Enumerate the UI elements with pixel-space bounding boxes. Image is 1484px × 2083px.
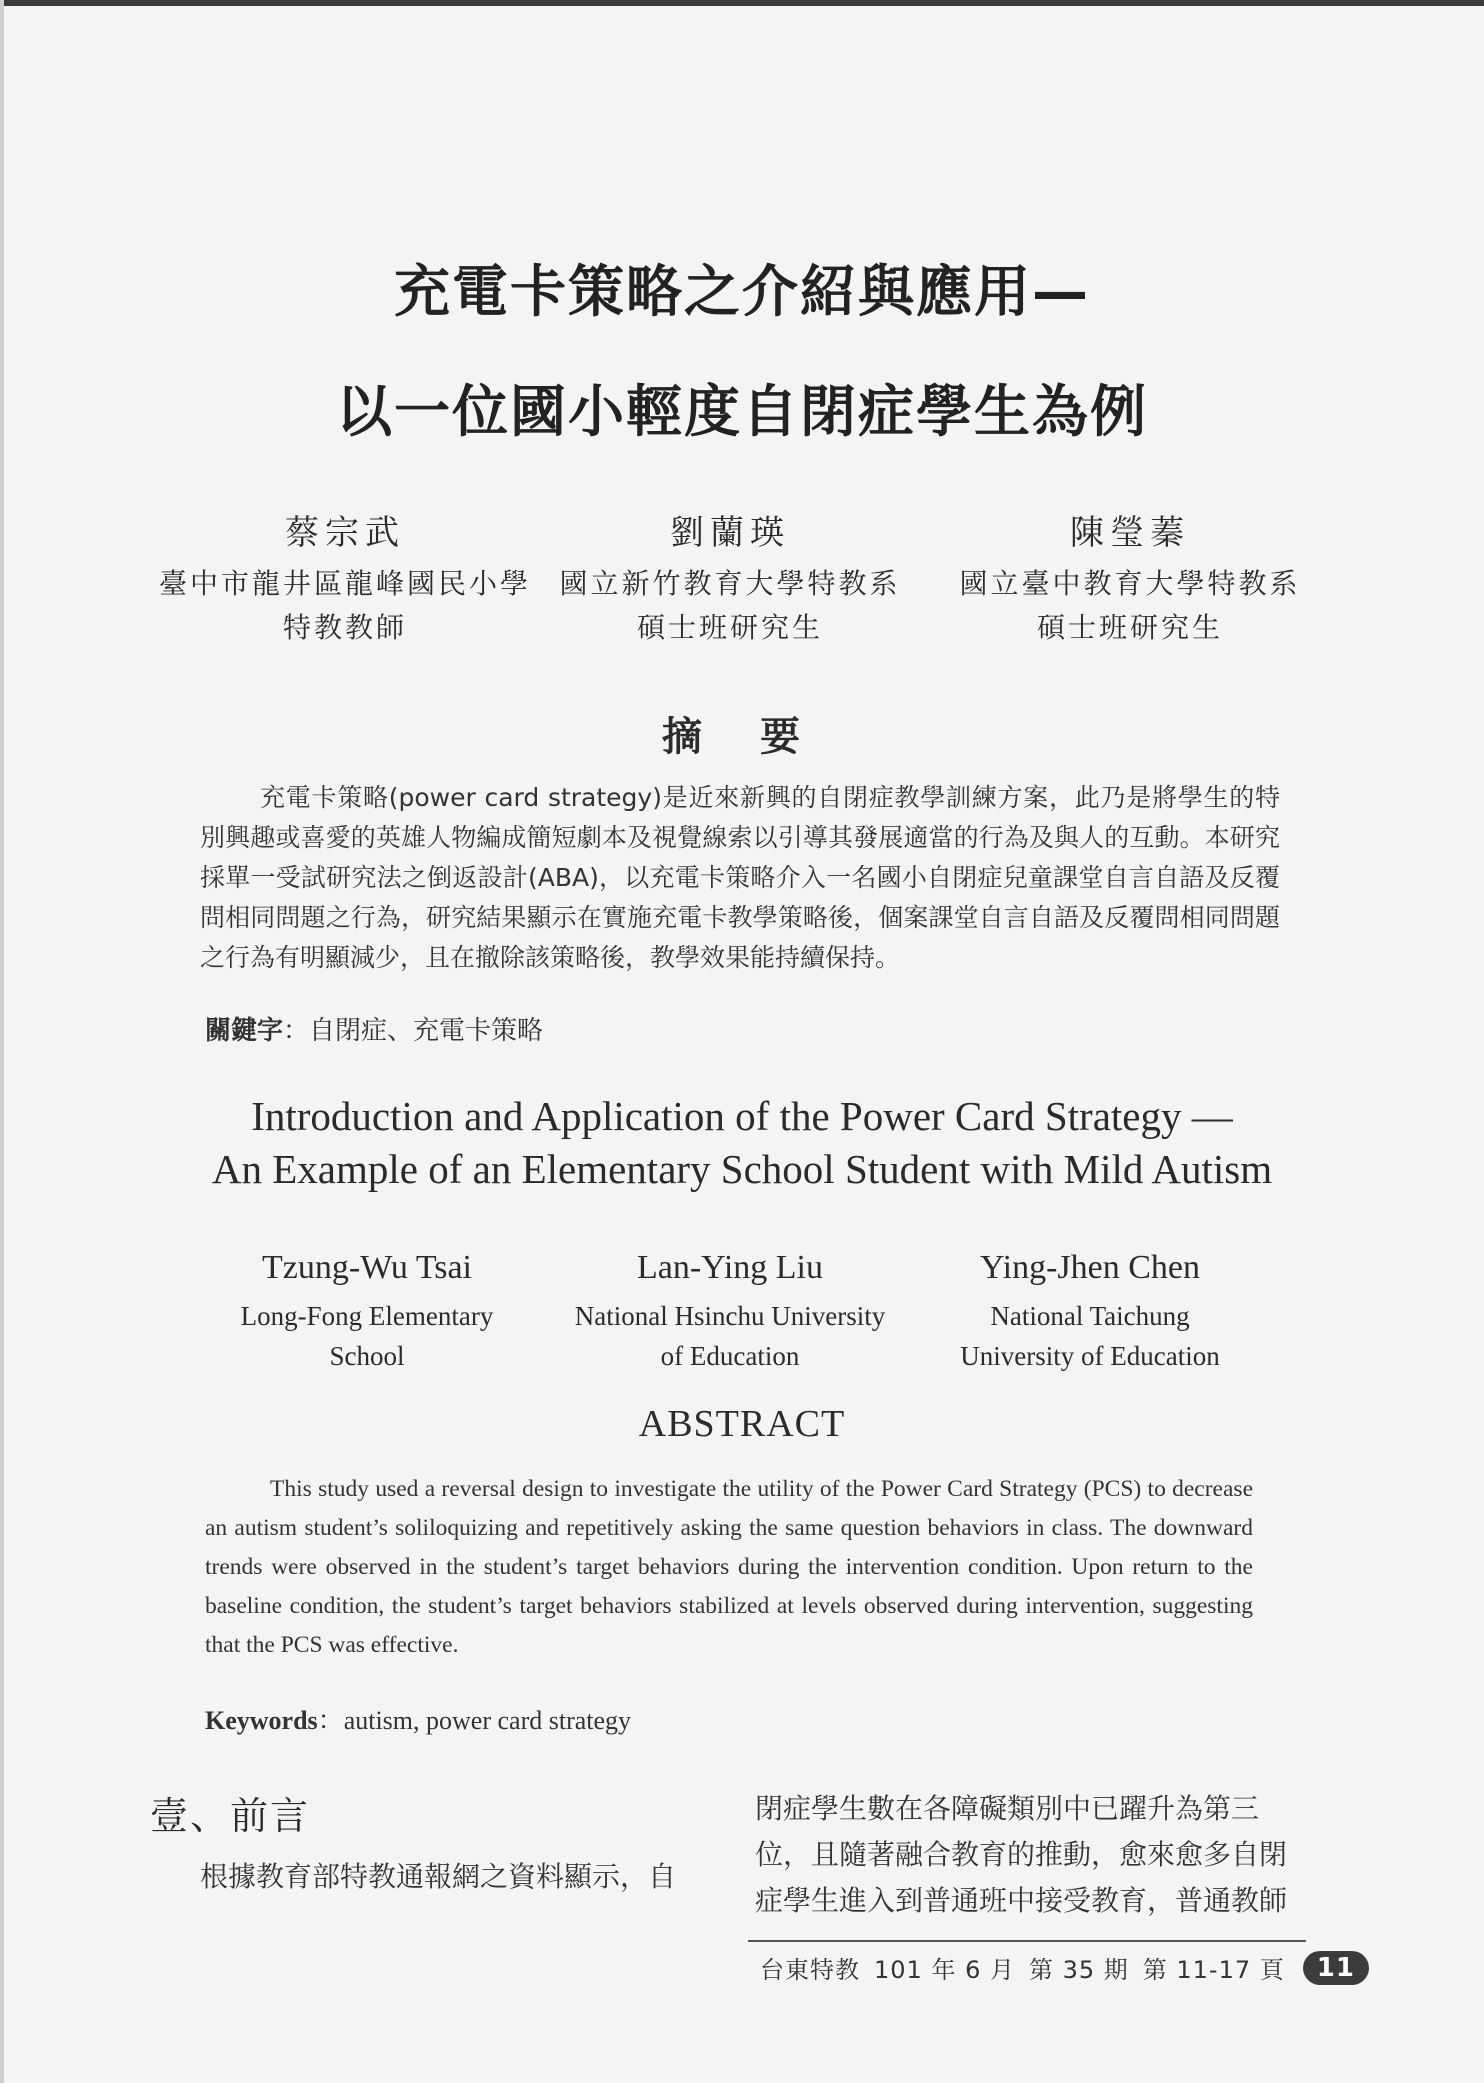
author-zh-affiliation: 臺中市龍井區龍峰國民小學 [158,567,531,600]
author-en-affiliation: Long-Fong Elementary School [240,1301,494,1371]
author-zh-role: 碩士班研究生 [636,611,823,644]
author-en-name: Ying-Jhen Chen [979,1249,1201,1286]
abstract-zh-text: 充電卡策略(power card strategy)是近來新興的自閉症教學訓練方案，此乃是將學生的特別興趣或喜愛的英雄人物編成簡短劇本及視覺線索以引導其發展適當的行為及與人的互動。本研究採單一受試研究法之倒返設計(ABA)，以充電卡策略介入一名國小自閉症兒童課堂自言自語及反覆問相同問題之行為，研究結果顯示在實施充電卡教學策略後，個案課堂自言自語及反覆問相同問題之行為有明顯減少，且在撤除該策略後，教學效果能持續保持。 [200,783,1280,972]
author-en-name: Tzung-Wu Tsai [262,1249,472,1286]
author-zh-1 [135,505,555,650]
footer-rule [748,1940,1306,1942]
section-1-right-column [755,1786,1313,1924]
author-zh-role: 特教教師 [282,611,407,644]
author-en-affiliation: National Hsinchu University of Education [574,1301,886,1371]
title-zh-line1: 充電卡策略之介紹與應用— [394,260,1090,325]
keywords-zh-values: 自閉症、充電卡策略 [309,1016,544,1046]
author-zh-3 [920,505,1340,650]
author-en-name: Lan-Ying Liu [636,1249,824,1286]
footer-issue: 第 35 期 [1028,1956,1129,1984]
keywords-zh-sep: ： [283,1016,310,1046]
section-1-heading: 壹、前言 [150,1794,311,1838]
keywords-zh-label: 關鍵字 [205,1016,284,1046]
title-zh-line2: 以一位國小輕度自閉症學生為例 [336,380,1148,445]
author-en-affiliation: National Taichung University of Education [960,1301,1220,1371]
author-zh-name: 劉蘭瑛 [670,513,790,553]
author-zh-2 [520,505,940,650]
author-en-1 [177,1248,557,1376]
abstract-en-text: This study used a reversal design to investigate the utility of the Power Card Strategy (PCS) to decrease an autism student’s soliloquizing and repetitively asking the same question behaviors in class. The downward trends were observed in the student’s target behaviors during the intervention condition. Upon return to the baseline condition, the student’s target behaviors stabilized at levels observed during intervention, suggesting that the PCS was effective. [205,1476,1253,1658]
keywords-en-label: Keywords [205,1706,318,1735]
title-en-line1: Introduction and Application of the Power Card Strategy — [251,1093,1233,1139]
keywords-en-sep: ： [317,1706,344,1735]
footer-date: 101 年 6 月 [874,1956,1015,1984]
author-en-3 [900,1248,1280,1376]
body-line: 位，且隨著融合教育的推動，愈來愈多自閉 [755,1838,1288,1871]
abstract-zh-heading: 摘 要 [662,714,822,760]
top-rule [0,0,1484,6]
body-line: 閉症學生數在各障礙類別中已躍升為第三 [755,1792,1260,1825]
author-zh-affiliation: 國立臺中教育大學特教系 [959,567,1301,600]
page-number-badge: 11 [1303,1951,1369,1985]
keywords-zh [205,1010,543,1047]
title-en-line2: An Example of an Elementary School Student with Mild Autism [211,1146,1273,1192]
author-en-2 [540,1248,920,1376]
section-1-paragraph: 根據教育部特教通報網之資料顯示，自 [200,1860,677,1893]
author-zh-name: 蔡宗武 [285,513,405,553]
author-zh-affiliation: 國立新竹教育大學特教系 [559,567,901,600]
abstract-en-heading: ABSTRACT [638,1403,846,1445]
keywords-en-values: autism, power card strategy [343,1706,632,1735]
page-footer [760,1950,1369,1985]
section-1-left-column [150,1785,710,1900]
author-zh-role: 碩士班研究生 [1036,611,1223,644]
footer-journal: 台東特教 [760,1956,860,1984]
keywords-en [205,1700,631,1737]
body-line: 症學生進入到普通班中接受教育，普通教師 [755,1884,1288,1917]
footer-pages: 第 11-17 頁 [1142,1956,1285,1984]
author-zh-name: 陳瑩蓁 [1070,513,1190,553]
